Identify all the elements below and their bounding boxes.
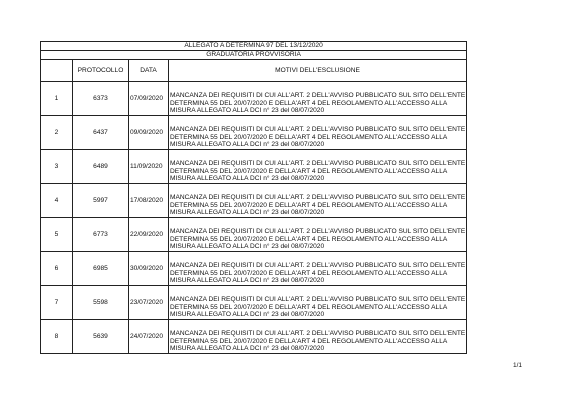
row-date: 23/07/2020 — [129, 286, 169, 320]
table-row — [41, 184, 467, 218]
exclusion-reason: MANCANZA DEI REQUISITI DI CUI ALL'ART. 2 DELL'AVVISO PUBBLICATO SUL SITO DELL'ENTE DETERMINA 55 DEL 20/07/2020 E DELLA'ART 4 DEL REGOLAMENTO ALL'ACCESSO ALLA MISURA ALLEGATO ALLA DCI n° 23 del 08/07/2020 — [169, 116, 467, 150]
protocol-number: 5997 — [73, 184, 129, 218]
exclusion-table — [40, 41, 467, 354]
table-row — [41, 150, 467, 184]
row-date: 17/08/2020 — [129, 184, 169, 218]
protocol-number: 5639 — [73, 320, 129, 354]
column-header-row — [41, 60, 467, 82]
row-date: 07/09/2020 — [129, 82, 169, 116]
exclusion-reason: MANCANZA DEI REQUISITI DI CUI ALL'ART. 2 DELL'AVVISO PUBBLICATO SUL SITO DELL'ENTE DETERMINA 55 DEL 20/07/2020 E DELLA'ART 4 DEL REGOLAMENTO ALL'ACCESSO ALLA MISURA ALLEGATO ALLA DCI n° 23 del 08/07/2020 — [169, 184, 467, 218]
row-date: 24/07/2020 — [129, 320, 169, 354]
row-number: 4 — [41, 184, 73, 218]
exclusion-reason: MANCANZA DEI REQUISITI DI CUI ALL'ART. 2 DELL'AVVISO PUBBLICATO SUL SITO DELL'ENTE DETERMINA 55 DEL 20/07/2020 E DELLA'ART 4 DEL REGOLAMENTO ALL'ACCESSO ALLA MISURA ALLEGATO ALLA DCI n° 23 del 08/07/2020 — [169, 218, 467, 252]
protocol-number: 6985 — [73, 252, 129, 286]
exclusion-reason: MANCANZA DEI REQUISITI DI CUI ALL'ART. 2 DELL'AVVISO PUBBLICATO SUL SITO DELL'ENTE DETERMINA 55 DEL 20/07/2020 E DELLA'ART 4 DEL REGOLAMENTO ALL'ACCESSO ALLA MISURA ALLEGATO ALLA DCI n° 23 del 08/07/2020 — [169, 286, 467, 320]
protocol-number: 6773 — [73, 218, 129, 252]
protocol-number: 5598 — [73, 286, 129, 320]
page-number: 1/1 — [513, 362, 523, 369]
table-row — [41, 286, 467, 320]
header-num — [41, 60, 73, 82]
row-date: 22/09/2020 — [129, 218, 169, 252]
row-number: 6 — [41, 252, 73, 286]
row-number: 2 — [41, 116, 73, 150]
exclusion-reason: MANCANZA DEI REQUISITI DI CUI ALL'ART. 2 DELL'AVVISO PUBBLICATO SUL SITO DELL'ENTE DETERMINA 55 DEL 20/07/2020 E DELLA'ART 4 DEL REGOLAMENTO ALL'ACCESSO ALLA MISURA ALLEGATO ALLA DCI n° 23 del 08/07/2020 — [169, 150, 467, 184]
protocol-number: 6489 — [73, 150, 129, 184]
title-row — [41, 42, 467, 51]
row-number: 3 — [41, 150, 73, 184]
row-number: 1 — [41, 82, 73, 116]
table-row — [41, 320, 467, 354]
exclusion-reason: MANCANZA DEI REQUISITI DI CUI ALL'ART. 2 DELL'AVVISO PUBBLICATO SUL SITO DELL'ENTE DETERMINA 55 DEL 20/07/2020 E DELLA'ART 4 DEL REGOLAMENTO ALL'ACCESSO ALLA MISURA ALLEGATO ALLA DCI n° 23 del 08/07/2020 — [169, 252, 467, 286]
protocol-number: 6373 — [73, 82, 129, 116]
table-row — [41, 252, 467, 286]
row-number: 8 — [41, 320, 73, 354]
row-date: 11/09/2020 — [129, 150, 169, 184]
row-date: 09/09/2020 — [129, 116, 169, 150]
table-row — [41, 218, 467, 252]
row-number: 7 — [41, 286, 73, 320]
table-row — [41, 82, 467, 116]
table-row — [41, 116, 467, 150]
exclusion-reason: MANCANZA DEI REQUISITI DI CUI ALL'ART. 2 DELL'AVVISO PUBBLICATO SUL SITO DELL'ENTE DETERMINA 55 DEL 20/07/2020 E DELLA'ART 4 DEL REGOLAMENTO ALL'ACCESSO ALLA MISURA ALLEGATO ALLA DCI n° 23 del 08/07/2020 — [169, 320, 467, 354]
header-protocollo: PROTOCOLLO — [73, 60, 129, 82]
protocol-number: 6437 — [73, 116, 129, 150]
exclusion-reason: MANCANZA DEI REQUISITI DI CUI ALL'ART. 2 DELL'AVVISO PUBBLICATO SUL SITO DELL'ENTE DETERMINA 55 DEL 20/07/2020 E DELLA'ART 4 DEL REGOLAMENTO ALL'ACCESSO ALLA MISURA ALLEGATO ALLA DCI n° 23 del 08/07/2020 — [169, 82, 467, 116]
document-title: ALLEGATO A DETERMINA 97 DEL 13/12/2020 — [41, 42, 467, 51]
document-subtitle: GRADUATORIA PROVVISORIA — [41, 51, 467, 60]
header-data: DATA — [129, 60, 169, 82]
subtitle-row — [41, 51, 467, 60]
row-date: 30/09/2020 — [129, 252, 169, 286]
row-number: 5 — [41, 218, 73, 252]
header-motivi: MOTIVI DELL'ESCLUSIONE — [169, 60, 467, 82]
